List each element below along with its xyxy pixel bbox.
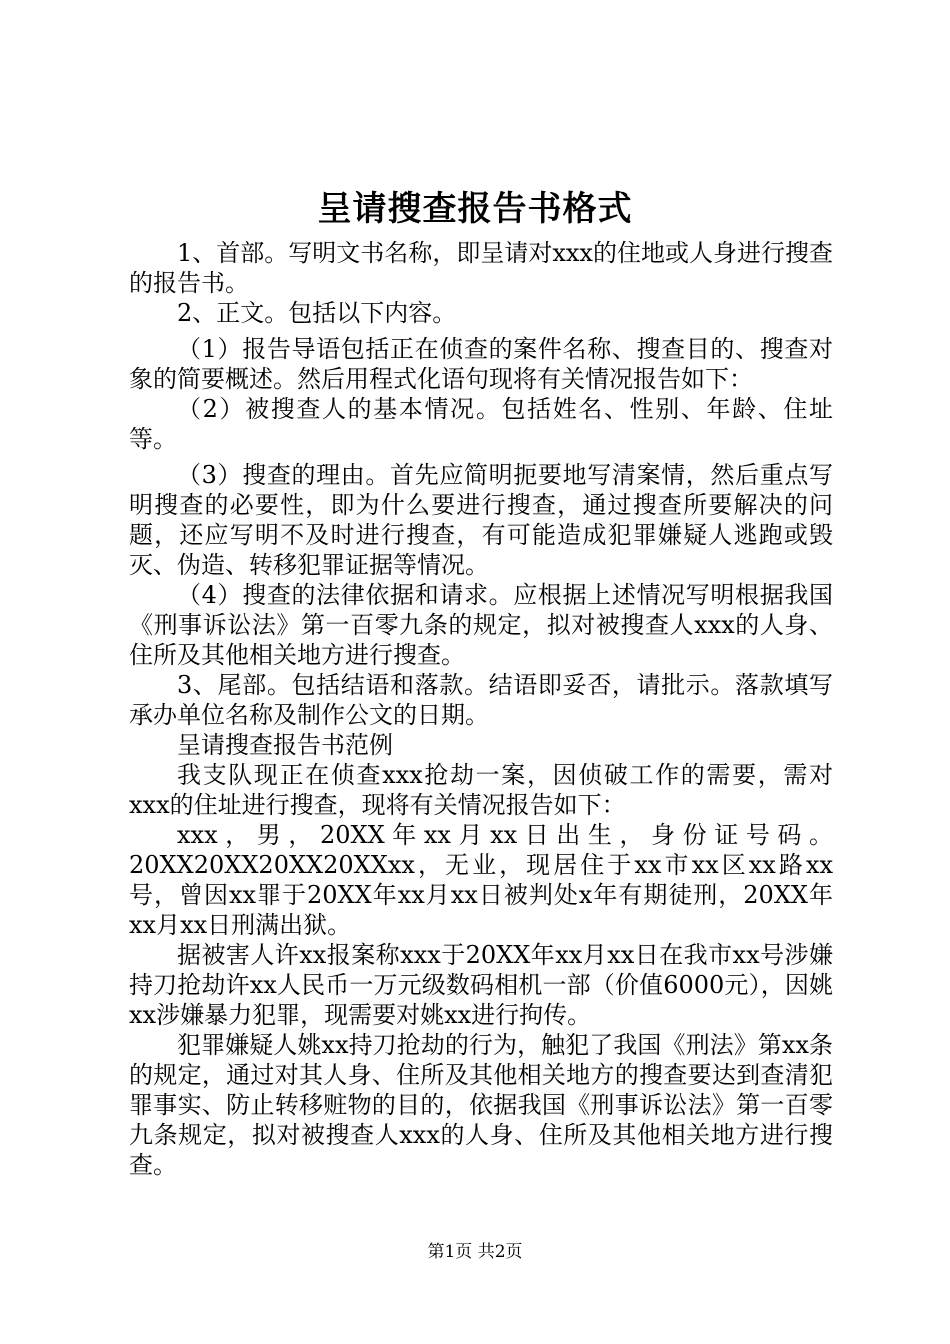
paragraph-ending-section: 3、尾部。包括结语和落款。结语即妥否，请批示。落款填写承办单位名称及制作公文的日期。 — [129, 671, 833, 729]
page-footer: 第1页 共2页 — [427, 1242, 523, 1262]
paragraph-example-case-report: 据被害人许xx报案称xxx于20XX年xx月xx日在我市xx号涉嫌持刀抢劫许xx人民币一万元级数码相机一部（价值6000元），因姚xx涉嫌暴力犯罪，现需要对姚xx进行拘传。 — [129, 941, 833, 1029]
paragraph-example-legal-basis: 犯罪嫌疑人姚xx持刀抢劫的行为，触犯了我国《刑法》第xx条的规定，通过对其人身、住所及其他相关地方的搜查要达到查清犯罪事实、防止转移赃物的目的，依据我国《刑事诉讼法》第一百零九条规定，拟对被搜查人xxx的人身、住所及其他相关地方进行搜查。 — [129, 1031, 833, 1179]
paragraph-item-1: （1）报告导语包括正在侦查的案件名称、搜查目的、搜查对象的简要概述。然后用程式化语句现将有关情况报告如下： — [129, 335, 833, 393]
paragraph-item-2: （2）被搜查人的基本情况。包括姓名、性别、年龄、住址等。 — [129, 395, 833, 453]
paragraph-example-suspect-info: xxx，男，20XX年xx月xx日出生，身份证号码。20XX20XX20XX20XXxx，无业，现居住于xx市xx区xx路xx号，曾因xx罪于20XX年xx月xx日被判处x年有期徒刑，20XX年xx月xx日刑满出狱。 — [129, 821, 833, 939]
paragraph-example-heading: 呈请搜查报告书范例 — [177, 731, 393, 759]
page-title: 呈请搜查报告书格式 — [317, 189, 633, 229]
paragraph-item-4: （4）搜查的法律依据和请求。应根据上述情况写明根据我国《刑事诉讼法》第一百零九条的规定，拟对被搜查人xxx的人身、住所及其他相关地方进行搜查。 — [129, 581, 833, 669]
paragraph-item-3: （3）搜查的理由。首先应简明扼要地写清案情，然后重点写明搜查的必要性，即为什么要进行搜查，通过搜查所要解决的问题，还应写明不及时进行搜查，有可能造成犯罪嫌疑人逃跑或毁灭、伪造、转移犯罪证据等情况。 — [129, 461, 833, 579]
paragraph-example-intro: 我支队现正在侦查xxx抢劫一案，因侦破工作的需要，需对xxx的住址进行搜查，现将有关情况报告如下： — [129, 761, 833, 819]
document-body — [129, 238, 833, 1180]
paragraph-body-section: 2、正文。包括以下内容。 — [177, 299, 457, 327]
paragraph-header-section: 1、首部。写明文书名称，即呈请对xxx的住地或人身进行搜查的报告书。 — [129, 239, 833, 297]
